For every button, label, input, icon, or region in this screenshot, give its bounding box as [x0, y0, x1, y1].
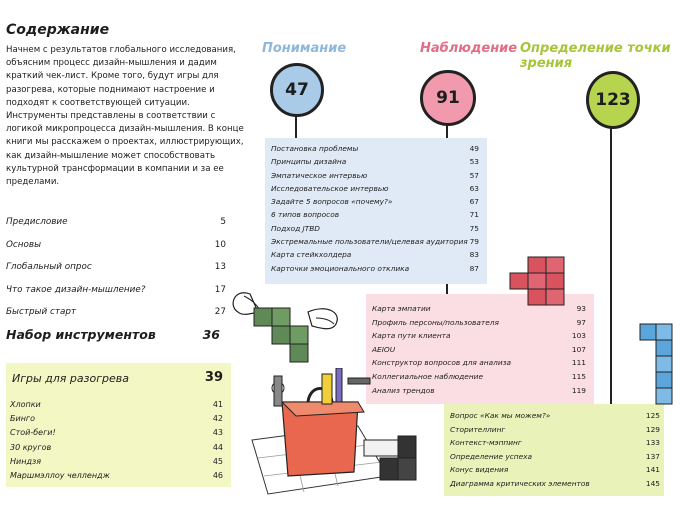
- phase-understand-heading: Понимание: [262, 41, 347, 56]
- tool-item[interactable]: Карта эмпатии 93: [372, 304, 586, 313]
- game-item[interactable]: 30 кругов 44: [10, 442, 223, 452]
- phase-observe-heading: Наблюдение: [420, 41, 518, 56]
- tool-item[interactable]: Сторителлинг 129: [450, 424, 660, 434]
- tool-item[interactable]: Карточки эмоционального отклика 87: [271, 263, 479, 273]
- warmup-games-list: [10, 400, 223, 485]
- tool-item[interactable]: Контекст-мэппинг 133: [450, 438, 660, 447]
- phase-understand-badge[interactable]: 47: [270, 63, 324, 117]
- contents-title: Содержание: [6, 22, 110, 38]
- tool-item[interactable]: Определение успеха 137: [450, 451, 660, 461]
- phase-observe-badge[interactable]: 91: [420, 70, 476, 126]
- toc-item[interactable]: Что такое дизайн-мышление? 17: [6, 284, 226, 295]
- game-item[interactable]: Хлопки 41: [10, 400, 223, 409]
- tool-item[interactable]: Диаграмма критических элементов 145: [450, 478, 660, 488]
- red-blocks-illustration: [500, 255, 592, 307]
- balloon-string: [610, 122, 612, 412]
- phase-understand-panel: [265, 138, 487, 284]
- tool-item[interactable]: Эмпатическое интервью 57: [271, 170, 479, 180]
- game-item[interactable]: Бинго 42: [10, 414, 223, 424]
- tool-item[interactable]: Экстремальные пользователи/целевая аудитория 79: [271, 237, 479, 247]
- phase-define-panel: [444, 404, 664, 496]
- tool-item[interactable]: Вопрос «Как мы можем?» 125: [450, 411, 660, 420]
- toc-item[interactable]: Основы 10: [6, 239, 226, 250]
- tool-item[interactable]: Конструктор вопросов для анализа 111: [372, 358, 586, 368]
- tool-item[interactable]: Исследовательское интервью 63: [271, 183, 479, 193]
- game-item[interactable]: Маршмэллоу челлендж 46: [10, 470, 223, 480]
- toc-item[interactable]: Глобальный опрос 13: [6, 262, 226, 273]
- toolkit-heading[interactable]: Набор инструментов 36: [6, 327, 220, 342]
- tool-item[interactable]: Карта пути клиента 103: [372, 331, 586, 341]
- warmup-games-heading[interactable]: Игры для разогрева 39: [12, 370, 223, 385]
- tool-item[interactable]: Коллегиальное наблюдение 115: [372, 371, 586, 381]
- tool-item[interactable]: Анализ трендов 119: [372, 385, 586, 395]
- game-item[interactable]: Стой-беги! 43: [10, 428, 223, 438]
- phase-define-heading: Определение точки зрения: [520, 41, 671, 71]
- tool-item[interactable]: AEIOU 107: [372, 344, 586, 354]
- tool-item[interactable]: Профиль персоны/пользователя 97: [372, 317, 586, 327]
- toc-list: [6, 217, 226, 330]
- tool-item[interactable]: 6 типов вопросов 71: [271, 210, 479, 220]
- tool-item[interactable]: Принципы дизайна 53: [271, 157, 479, 167]
- tool-item[interactable]: Постановка проблемы 49: [271, 144, 479, 153]
- intro-text: Начнем с результатов глобального исследования, объясним процесс дизайн-мышления и дадим краткий чек-лист. Кроме того, будут игры для разогрева, которые поднимают настроение и подходят к соответствующей ситуации. Инструменты представлены в соответствии с логикой микропроцесса дизайн-мышления. В конце книги мы расскажем о проектах, иллюстрирующих, как дизайн-мышление может способствовать культурной трансформации в компании и за ее пределами.: [6, 45, 244, 188]
- phase-define-badge[interactable]: 123: [586, 71, 640, 129]
- tool-item[interactable]: Карта стейкхолдера 83: [271, 250, 479, 260]
- blue-tower-illustration: [638, 322, 676, 410]
- tool-item[interactable]: Задайте 5 вопросов «почему?» 67: [271, 197, 479, 207]
- toc-item[interactable]: Быстрый старт 27: [6, 307, 226, 318]
- tool-item[interactable]: Конус видения 141: [450, 465, 660, 474]
- warmup-games-panel: [6, 363, 231, 487]
- toc-item[interactable]: Предисловие 5: [6, 217, 226, 227]
- toolbox-illustration: [238, 368, 444, 498]
- tool-item[interactable]: Подход JTBD 75: [271, 223, 479, 233]
- game-item[interactable]: Ниндзя 45: [10, 456, 223, 466]
- winged-blocks-illustration: [228, 282, 346, 364]
